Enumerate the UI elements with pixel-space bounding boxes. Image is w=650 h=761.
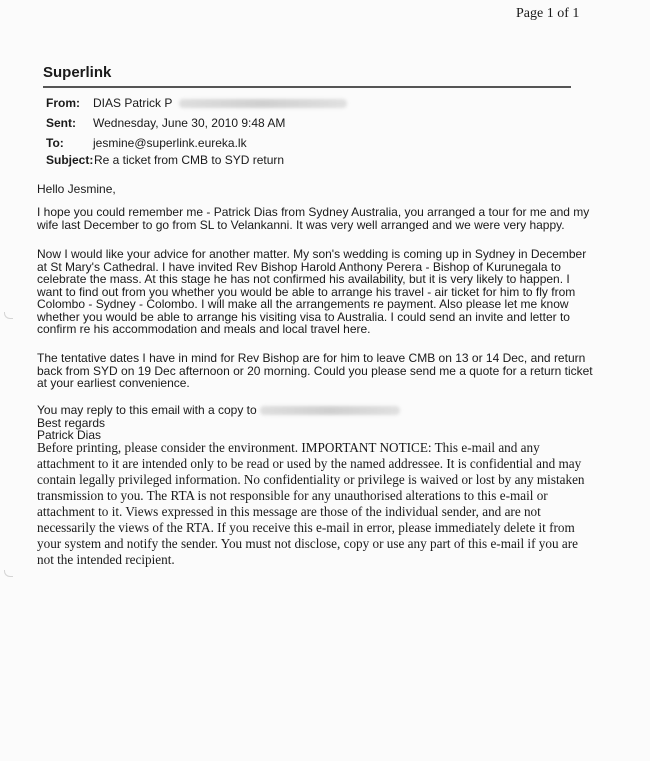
email-greeting: Hello Jesmine,: [37, 182, 116, 196]
sent-value: Wednesday, June 30, 2010 9:48 AM: [93, 116, 286, 130]
reply-text: You may reply to this email with a copy to: [37, 403, 257, 417]
redacted-email: [179, 99, 347, 108]
subject-value: Re a ticket from CMB to SYD return: [94, 153, 285, 167]
page-number: Page 1 of 1: [516, 6, 580, 21]
header-rule: [43, 86, 571, 88]
brand-title: Superlink: [43, 64, 112, 81]
redacted-email: [260, 406, 400, 415]
from-label: From:: [46, 96, 80, 110]
scan-mark: [4, 570, 13, 577]
from-value: [93, 96, 347, 110]
reply-line: [37, 404, 597, 417]
signature: Patrick Dias: [37, 428, 102, 442]
legal-notice: Before printing, please consider the environment. IMPORTANT NOTICE: This e-mail and any attachment to it are intended only to be read or used by the named addressee. It is confidential and may contain legally privileged information. No confidentiality or privilege is waived or lost by any mistaken transmission to you. The RTA is not responsible for any unauthorised alterations to this e-mail or attachment to it. Views expressed in this message are those of the individual sender, and are not necessarily the views of the RTA. If you receive this e-mail in error, please immediately delete it from your system and notify the sender. You must not disclose, copy or use any part of this e-mail if you are not the intended recipient.: [37, 440, 585, 567]
subject-label: Subject:: [46, 153, 94, 167]
to-label: To:: [46, 136, 64, 150]
email-paragraph: The tentative dates I have in mind for Rev Bishop are for him to leave CMB on 13 or 14 Dec, and return back from SYD on 19 Dec afternoon or 20 morning. Could you please send me a quote for a return ticket at your earliest convenience.: [37, 351, 593, 390]
email-paragraph: I hope you could remember me - Patrick Dias from Sydney Australia, you arranged a tour for me and my wife last December to go from SL to Velankanni. It was very well arranged and we were very happy.: [37, 205, 590, 232]
email-paragraph: Now I would like your advice for another matter. My son's wedding is coming up in Sydney in December at St Mary's Cathedral. I have invited Rev Bishop Harold Anthony Perera - Bishop of Kurunegala to celebrate the mass. At this stage he has not confirmed his availability, but it is very likely to happen. I want to find out from you whether you would be able to arrange his travel - air ticket for him to fly from Colombo - Sydney - Colombo. I will make all the arrangements re payment. Also please let me know whether you would be able to arrange his visiting visa to Australia. I could send an invite and letter to confirm re his accommodation and meals and local travel here.: [37, 247, 587, 336]
sent-label: Sent:: [46, 116, 76, 130]
from-name: DIAS Patrick P: [93, 96, 173, 110]
to-value: jesmine@superlink.eureka.lk: [93, 136, 247, 150]
closing: Best regards: [37, 416, 106, 430]
scan-mark: [4, 312, 13, 319]
